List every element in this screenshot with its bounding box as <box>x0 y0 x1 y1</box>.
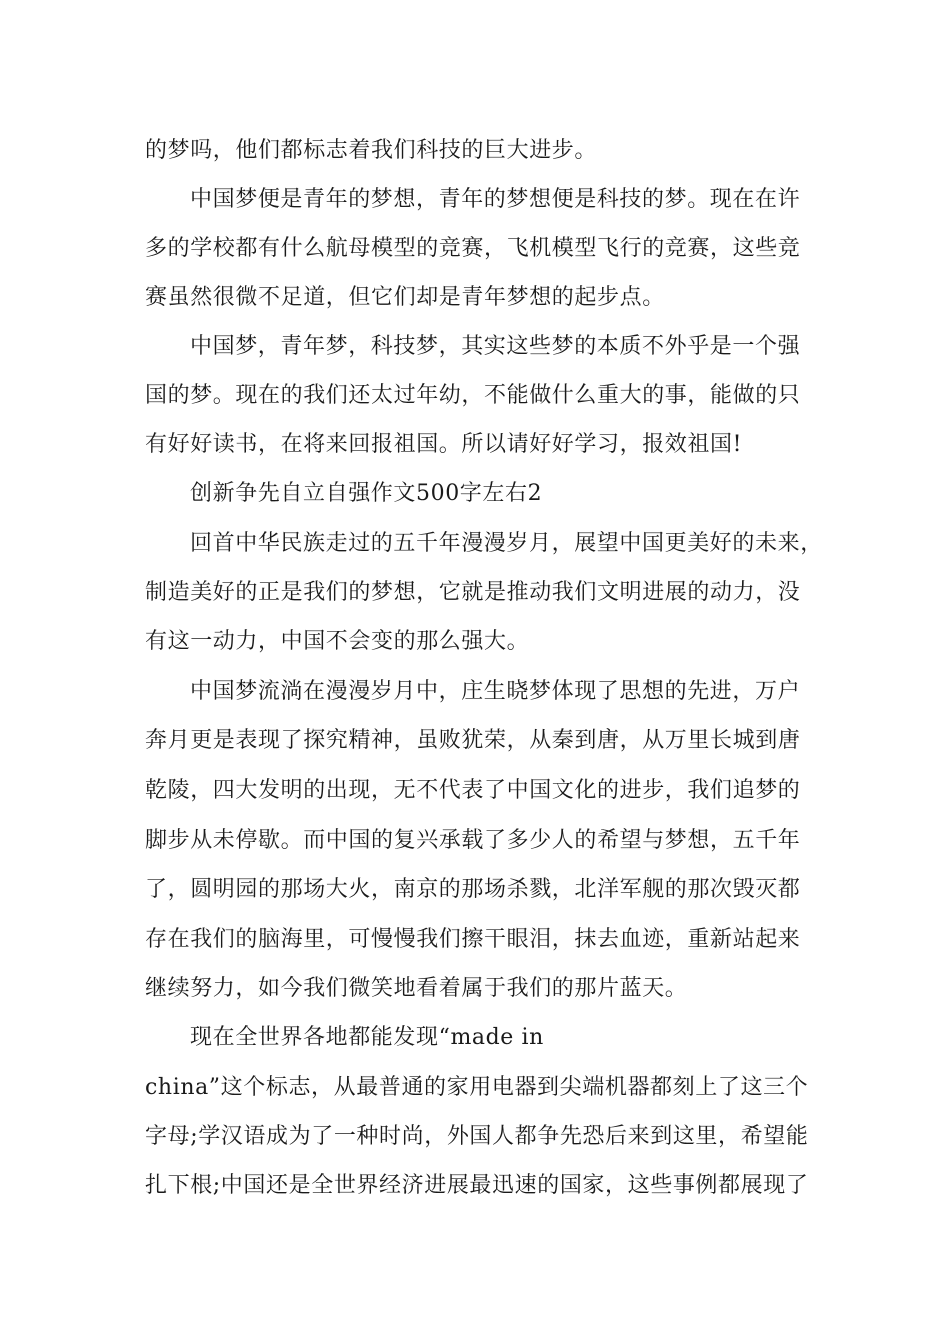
text-line-9: 回首中华民族走过的五千年漫漫岁月，展望中国更美好的未来， <box>190 531 823 556</box>
text-line-21: 字母;学汉语成为了一种时尚，外国人都争先恐后来到这里，希望能 <box>145 1124 809 1149</box>
text-line-22: 扎下根;中国还是全世界经济进展最迅速的国家，这些事例都展现了 <box>145 1173 809 1198</box>
text-line-15: 脚步从未停歇。而中国的复兴承载了多少人的希望与梦想，五千年 <box>145 828 801 853</box>
text-line-6: 国的梦。现在的我们还太过年幼，不能做什么重大的事，能做的只 <box>145 383 801 408</box>
text-line-16: 了，圆明园的那场大火，南京的那场杀戮，北洋军舰的那次毁灭都 <box>145 877 801 902</box>
text-line-14: 乾陵，四大发明的出现，无不代表了中国文化的进步，我们追梦的 <box>145 778 801 803</box>
text-line-12: 中国梦流淌在漫漫岁月中，庄生晓梦体现了思想的先进，万户 <box>190 679 801 704</box>
text-line-17: 存在我们的脑海里，可慢慢我们擦干眼泪，抹去血迹，重新站起来 <box>145 927 801 952</box>
text-line-13: 奔月更是表现了探究精神，虽败犹荣，从秦到唐，从万里长城到唐 <box>145 728 801 753</box>
text-line-20: china”这个标志，从最普通的家用电器到尖端机器都刻上了这三个 <box>145 1075 809 1100</box>
text-line-11: 有这一动力，中国不会变的那么强大。 <box>145 629 530 654</box>
text-line-19: 现在全世界各地都能发现“made in <box>190 1025 544 1050</box>
text-line-18: 继续努力，如今我们微笑地看着属于我们的那片蓝天。 <box>145 976 688 1001</box>
text-line-3: 多的学校都有什么航母模型的竞赛，飞机模型飞行的竞赛，这些竞 <box>145 236 801 261</box>
text-line-5: 中国梦，青年梦，科技梦，其实这些梦的本质不外乎是一个强 <box>190 334 801 359</box>
text-line-2: 中国梦便是青年的梦想，青年的梦想便是科技的梦。现在在许 <box>190 187 801 212</box>
text-line-7: 有好好读书，在将来回报祖国。所以请好好学习，报效祖国! <box>145 432 743 457</box>
text-line-10: 制造美好的正是我们的梦想，它就是推动我们文明进展的动力，没 <box>145 580 801 605</box>
text-line-1: 的梦吗，他们都标志着我们科技的巨大进步。 <box>145 138 598 163</box>
text-line-4: 赛虽然很微不足道，但它们却是青年梦想的起步点。 <box>145 285 665 310</box>
section-heading: 创新争先自立自强作文500字左右2 <box>190 481 543 506</box>
